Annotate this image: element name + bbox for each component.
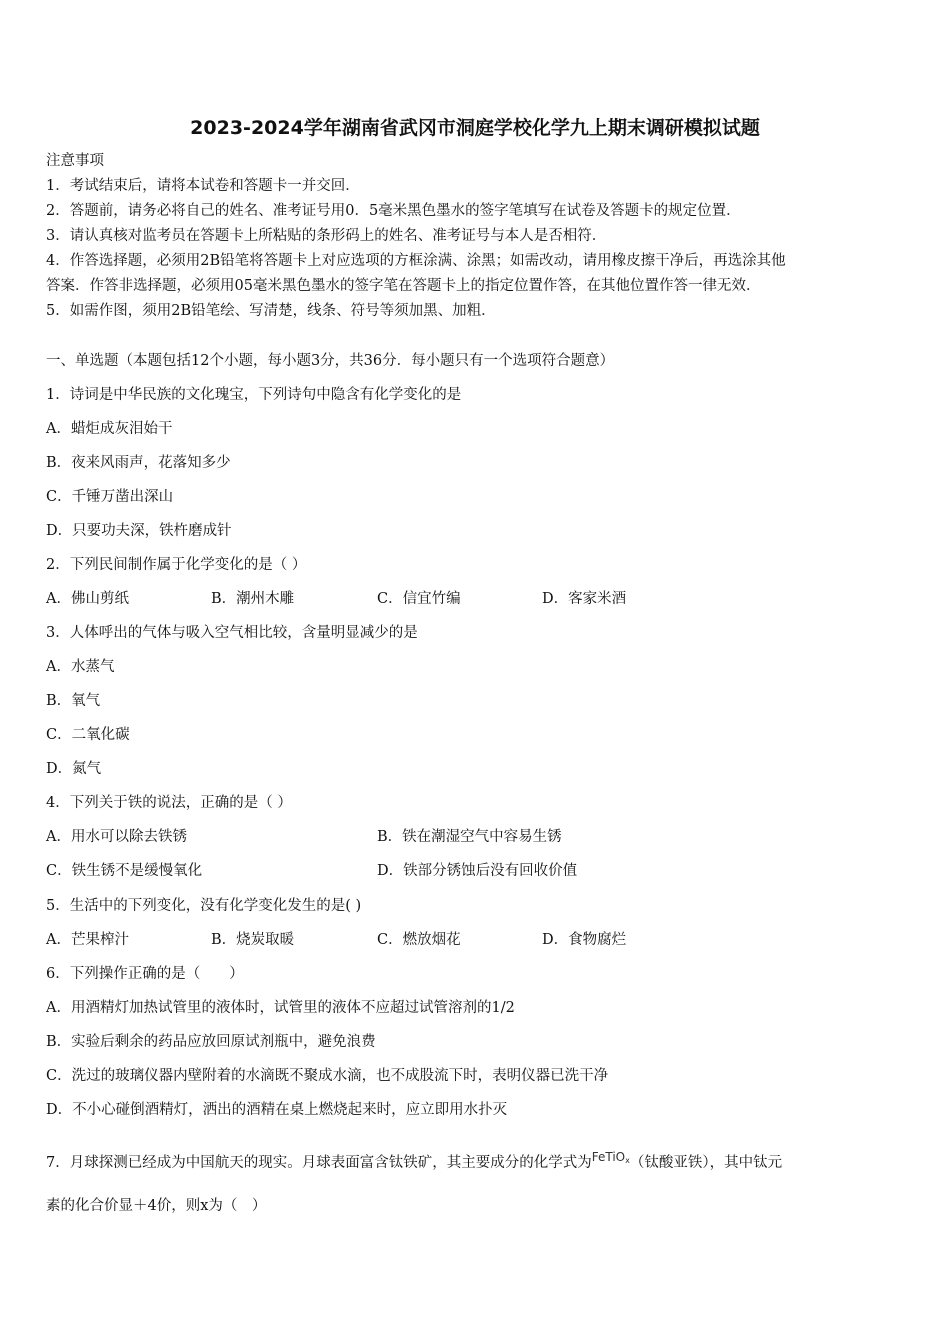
question-option: B．潮州木雕 xyxy=(211,591,295,607)
notice-item: 5．如需作图，须用2B铅笔绘、写清楚，线条、符号等须加黑、加粗． xyxy=(46,303,496,319)
notice-item: 2．答题前，请务必将自己的姓名、准考证号用0．5毫米黑色墨水的签字笔填写在试卷及答题卡的规定位置． xyxy=(46,203,741,219)
options-row xyxy=(46,589,906,609)
question-stem: 6．下列操作正确的是（ ） xyxy=(46,966,244,982)
question-option: C．铁生锈不是缓慢氧化 xyxy=(46,863,203,879)
question-option: D．食物腐烂 xyxy=(542,932,627,948)
question-stem-part: 7．月球探测已经成为中国航天的现实。月球表面富含钛铁矿，其主要成分的化学式为 xyxy=(46,1155,592,1171)
notice-item: 4．作答选择题，必须用2B铅笔将答题卡上对应选项的方框涂满、涂黑；如需改动，请用橡皮擦干净后，再选涂其他 xyxy=(46,253,786,269)
question-stem: 5．生活中的下列变化，没有化学变化发生的是( ) xyxy=(46,898,362,914)
question-option: C．千锤万凿出深山 xyxy=(46,489,174,505)
question-option: D．客家米酒 xyxy=(542,591,627,607)
question-option: D．只要功夫深，铁杵磨成针 xyxy=(46,523,232,539)
question-option: D．铁部分锈蚀后没有回收价值 xyxy=(377,863,578,879)
question-stem-part: （钛酸亚铁），其中钛元 xyxy=(629,1155,783,1171)
question-option: B．铁在潮湿空气中容易生锈 xyxy=(377,829,562,845)
question-option: C．信宜竹编 xyxy=(377,591,461,607)
question-option: C．燃放烟花 xyxy=(377,932,461,948)
question-option: A．佛山剪纸 xyxy=(46,591,129,607)
question-option: B．实验后剩余的药品应放回原试剂瓶中，避免浪费 xyxy=(46,1034,376,1050)
notice-item: 答案．作答非选择题，必须用05毫米黑色墨水的签字笔在答题卡上的指定位置作答，在其他位置作答一律无效． xyxy=(46,278,761,294)
options-row xyxy=(46,930,906,950)
question-option: A．用水可以除去铁锈 xyxy=(46,829,187,845)
question-stem: 3．人体呼出的气体与吸入空气相比较，含量明显减少的是 xyxy=(46,625,418,641)
notice-heading: 注意事项 xyxy=(46,153,104,169)
question-option: D．不小心碰倒酒精灯，洒出的酒精在桌上燃烧起来时，应立即用水扑灭 xyxy=(46,1102,508,1118)
question-option: B．夜来风雨声，花落知多少 xyxy=(46,455,231,471)
chemical-formula xyxy=(592,1150,630,1164)
question-option: B．氧气 xyxy=(46,693,101,709)
options-row xyxy=(46,861,906,881)
question-option: B．烧炭取暖 xyxy=(211,932,295,948)
notice-item: 1．考试结束后，请将本试卷和答题卡一并交回． xyxy=(46,178,360,194)
question-stem: 1．诗词是中华民族的文化瑰宝，下列诗句中隐含有化学变化的是 xyxy=(46,387,462,403)
section-heading: 一、单选题（本题包括12个小题，每小题3分，共36分．每小题只有一个选项符合题意） xyxy=(46,353,615,369)
page-title: 2023-2024学年湖南省武冈市洞庭学校化学九上期末调研模拟试题 xyxy=(190,117,760,139)
question-option: A．用酒精灯加热试管里的液体时，试管里的液体不应超过试管溶剂的1/2 xyxy=(46,1000,515,1016)
question-option: C．二氧化碳 xyxy=(46,727,130,743)
notice-item: 3．请认真核对监考员在答题卡上所粘贴的条形码上的姓名、准考证号与本人是否相符． xyxy=(46,228,607,244)
question-option: A．芒果榨汁 xyxy=(46,932,129,948)
question-stem-continuation: 素的化合价显＋4价，则x为（ ） xyxy=(46,1198,267,1214)
formula-subscript: x xyxy=(625,1156,630,1165)
question-stem: 4．下列关于铁的说法，正确的是（ ） xyxy=(46,795,292,811)
question-option: A．蜡炬成灰泪始干 xyxy=(46,421,173,437)
question-stem xyxy=(46,1147,782,1173)
question-option: A．水蒸气 xyxy=(46,659,115,675)
question-option: D．氮气 xyxy=(46,761,102,777)
formula-main: FeTiO xyxy=(591,1150,626,1164)
question-option: C．洗过的玻璃仪器内壁附着的水滴既不聚成水滴，也不成股流下时，表明仪器已洗干净 xyxy=(46,1068,609,1084)
question-stem: 2．下列民间制作属于化学变化的是（ ） xyxy=(46,557,307,573)
options-row xyxy=(46,827,906,847)
